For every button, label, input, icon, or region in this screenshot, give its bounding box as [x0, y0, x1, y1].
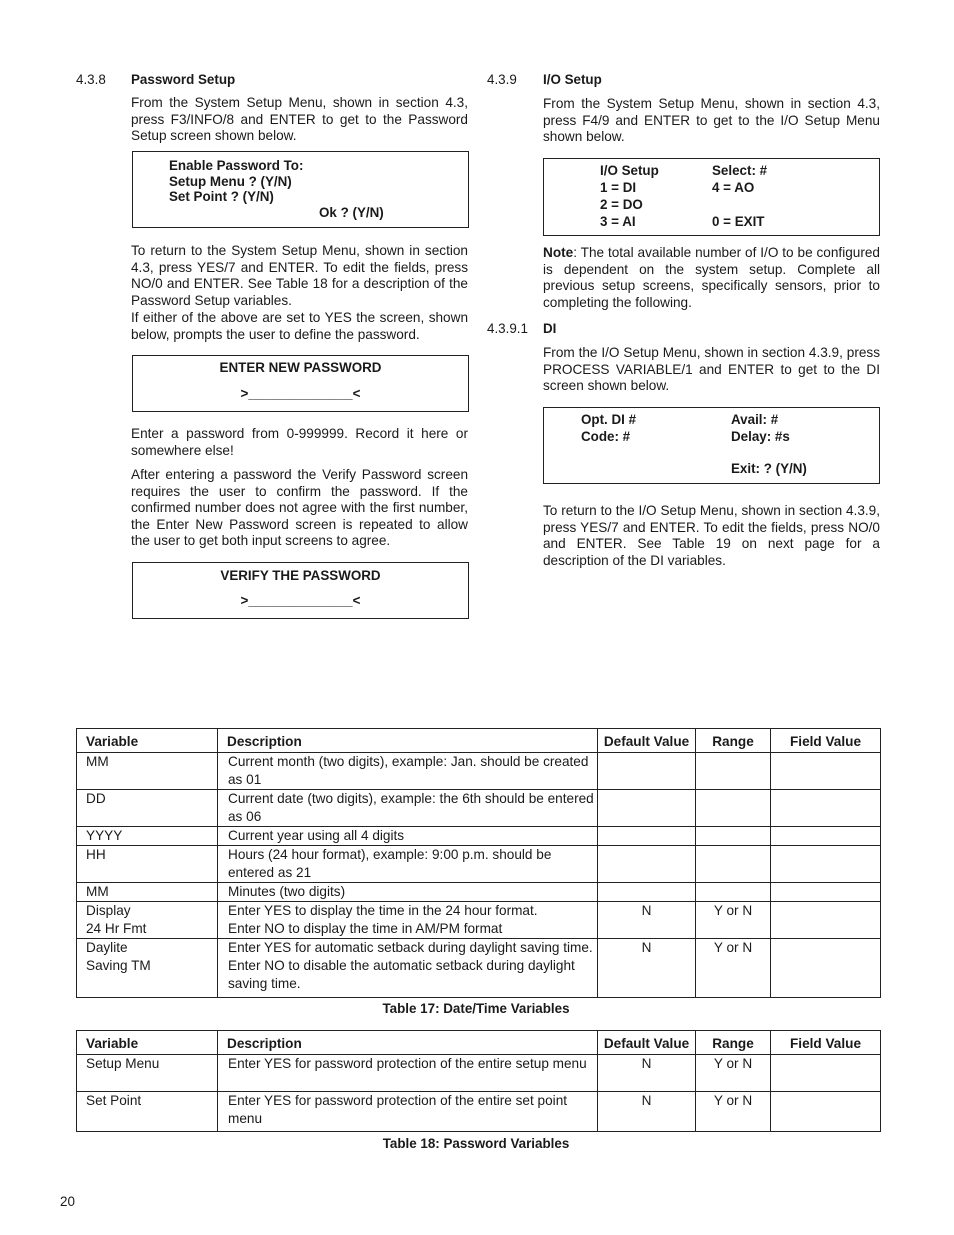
cell-description: Enter YES for password protection of the entire set point menu [218, 1092, 598, 1132]
screen-line: Avail: # [731, 412, 779, 427]
screen-line: ENTER NEW PASSWORD [219, 360, 382, 375]
cell-range [696, 883, 771, 902]
table-row [77, 939, 881, 998]
verify-password-box [132, 562, 469, 619]
header-field-value: Field Value [771, 729, 881, 753]
note-label: Note [543, 245, 574, 260]
cell-description: Enter YES to display the time in the 24 hour format. Enter NO to display the time in AM/PM format [218, 902, 598, 939]
screen-line: 4 = AO [712, 180, 755, 195]
table-row [77, 902, 881, 939]
password-define-paragraph: If either of the above are set to YES the screen, shown below, prompts the user to define the password. [131, 310, 468, 342]
cell-variable: MM [77, 753, 218, 790]
cell-range: Y or N [696, 902, 771, 939]
password-entry-field: >______________< [240, 386, 361, 401]
di-screen-box [543, 407, 880, 484]
table-row [77, 846, 881, 883]
cell-variable: Setup Menu [77, 1055, 218, 1092]
header-variable: Variable [77, 1031, 218, 1055]
screen-line: Set Point ? (Y/N) [169, 189, 274, 204]
page-number: 20 [60, 1194, 75, 1209]
di-return-paragraph: To return to the I/O Setup Menu, shown in section 4.3.9, press YES/7 and ENTER. To edit the fields, press NO/0 and ENTER. See Table 19 on next page for a description of the DI variables. [543, 503, 880, 568]
cell-description: Minutes (two digits) [218, 883, 598, 902]
cell-field-value [771, 1092, 881, 1132]
enter-password-paragraph: Enter a password from 0-999999. Record it here or somewhere else! [131, 426, 468, 458]
cell-range [696, 753, 771, 790]
verify-password-paragraph: After entering a password the Verify Password screen requires the user to confirm the password. If the confirmed number does not agree with the first number, the Enter New Password screen is repeated to allow the user to get both input screens to agree. [131, 467, 468, 549]
header-description: Description [218, 729, 598, 753]
header-range: Range [696, 729, 771, 753]
table-password-variables [76, 1030, 881, 1132]
cell-field-value [771, 939, 881, 998]
cell-default-value: N [598, 1055, 696, 1092]
cell-description: Current month (two digits), example: Jan. should be created as 01 [218, 753, 598, 790]
screen-line: Setup Menu ? (Y/N) [169, 174, 292, 189]
cell-description: Enter YES for automatic setback during daylight saving time. Enter NO to disable the automatic setback during daylight saving time. [218, 939, 598, 998]
header-variable: Variable [77, 729, 218, 753]
cell-default-value: N [598, 1092, 696, 1132]
screen-line: 2 = DO [600, 197, 643, 212]
cell-variable: Daylite Saving TM [77, 939, 218, 998]
cell-range: Y or N [696, 1055, 771, 1092]
screen-line: I/O Setup [600, 163, 659, 178]
password-intro-paragraph: From the System Setup Menu, shown in section 4.3, press F3/INFO/8 and ENTER to get to the Password Setup screen shown below. [131, 95, 468, 144]
cell-variable: MM [77, 883, 218, 902]
table-date-time-variables [76, 728, 881, 998]
cell-range [696, 790, 771, 827]
cell-variable: Display 24 Hr Fmt [77, 902, 218, 939]
password-setup-screen-box [132, 151, 469, 228]
cell-range: Y or N [696, 1092, 771, 1132]
cell-default-value [598, 827, 696, 846]
note-text: : The total available number of I/O to be configured is dependent on the system setup. Complete all previous setup screens, specifically sensors, prior to completing the following. [543, 245, 880, 310]
table-row [77, 1055, 881, 1092]
cell-variable: HH [77, 846, 218, 883]
header-default-value: Default Value [598, 729, 696, 753]
cell-field-value [771, 790, 881, 827]
password-entry-field: >______________< [240, 593, 361, 608]
cell-field-value [771, 902, 881, 939]
section-title-password-setup: Password Setup [131, 72, 236, 87]
io-note-paragraph [543, 245, 880, 311]
cell-range [696, 846, 771, 883]
header-range: Range [696, 1031, 771, 1055]
table-row [77, 827, 881, 846]
cell-variable: Set Point [77, 1092, 218, 1132]
cell-field-value [771, 883, 881, 902]
cell-default-value [598, 846, 696, 883]
cell-description: Hours (24 hour format), example: 9:00 p.m. should be entered as 21 [218, 846, 598, 883]
enter-new-password-box [132, 355, 469, 412]
table-header-row [77, 729, 881, 753]
screen-line: Delay: #s [731, 429, 790, 444]
section-number-4-3-8: 4.3.8 [76, 72, 106, 87]
cell-field-value [771, 1055, 881, 1092]
screen-line: VERIFY THE PASSWORD [220, 568, 381, 583]
screen-line: Select: # [712, 163, 768, 178]
password-return-paragraph: To return to the System Setup Menu, shown in section 4.3, press YES/7 and ENTER. To edit the fields, press NO/0 and ENTER. See Table 18 for a description of the Password Setup variables. [131, 243, 468, 308]
screen-line: Ok ? (Y/N) [319, 205, 384, 220]
screen-line: Code: # [581, 429, 631, 444]
header-description: Description [218, 1031, 598, 1055]
screen-line: Enable Password To: [169, 158, 304, 173]
table-18-caption: Table 18: Password Variables [382, 1136, 570, 1151]
cell-field-value [771, 753, 881, 790]
cell-default-value [598, 883, 696, 902]
table-row [77, 1092, 881, 1132]
header-field-value: Field Value [771, 1031, 881, 1055]
di-intro-paragraph: From the I/O Setup Menu, shown in section 4.3.9, press PROCESS VARIABLE/1 and ENTER to get to the DI screen shown below. [543, 345, 880, 394]
cell-default-value: N [598, 902, 696, 939]
cell-description: Current year using all 4 digits [218, 827, 598, 846]
cell-default-value [598, 753, 696, 790]
cell-default-value [598, 790, 696, 827]
cell-range: Y or N [696, 939, 771, 998]
table-header-row [77, 1031, 881, 1055]
cell-variable: YYYY [77, 827, 218, 846]
screen-line: 1 = DI [600, 180, 637, 195]
table-row [77, 753, 881, 790]
cell-range [696, 827, 771, 846]
io-intro-paragraph: From the System Setup Menu, shown in section 4.3, press F4/9 and ENTER to get to the I/O Setup Menu shown below. [543, 96, 880, 145]
table-row [77, 883, 881, 902]
header-default-value: Default Value [598, 1031, 696, 1055]
cell-variable: DD [77, 790, 218, 827]
table-row [77, 790, 881, 827]
section-number-4-3-9-1: 4.3.9.1 [487, 321, 528, 336]
cell-description: Current date (two digits), example: the 6th should be entered as 06 [218, 790, 598, 827]
cell-field-value [771, 846, 881, 883]
cell-field-value [771, 827, 881, 846]
section-title-di: DI [543, 321, 557, 336]
section-title-io-setup: I/O Setup [543, 72, 602, 87]
section-number-4-3-9: 4.3.9 [487, 72, 517, 87]
screen-line: 0 = EXIT [712, 214, 765, 229]
cell-description: Enter YES for password protection of the entire setup menu [218, 1055, 598, 1092]
io-setup-screen-box [543, 158, 880, 236]
cell-default-value: N [598, 939, 696, 998]
table-17-caption: Table 17: Date/Time Variables [382, 1001, 570, 1016]
screen-line: Opt. DI # [581, 412, 637, 427]
screen-line: 3 = AI [600, 214, 636, 229]
screen-line: Exit: ? (Y/N) [731, 461, 807, 476]
